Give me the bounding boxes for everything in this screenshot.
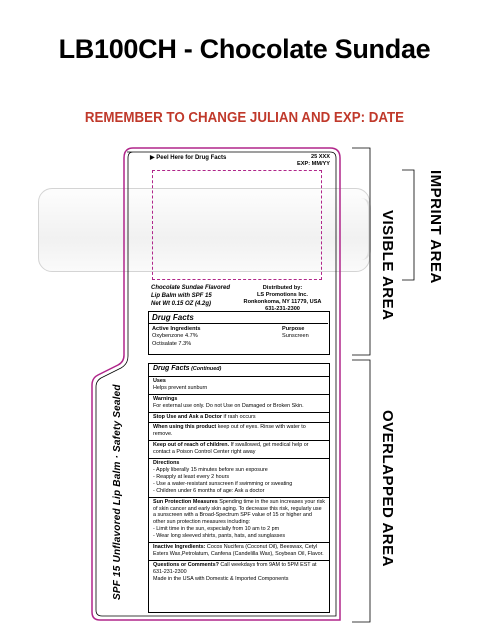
purpose: Purpose Sunscreen	[282, 326, 309, 340]
lot-code: 25 XXX	[311, 154, 330, 160]
lot-exp-code	[250, 154, 330, 168]
directions-section: Directions - Apply liberally 15 minutes before sun exposure - Reapply at least every 2 hours - Use a water-resistant sunscreen if swimming or sweating - Children under 6 months of age: Ask a doctor	[149, 459, 329, 498]
when-using-section: When using this product keep out of eyes. Rinse with water to remove.	[149, 423, 329, 441]
divider	[148, 323, 328, 324]
imprint-box	[152, 170, 322, 280]
inactive-ingredients-section: Inactive Ingredients: Cocos Nucifera (Coconut Oil), Beeswax, Cetyl Esters Wax,Petrolatum, Canfena (Candelilla Wax), Soybean Oil, Flavor.	[149, 543, 329, 561]
product-name: Chocolate Sundae Flavored Lip Balm with SPF 15 Net Wt 0.15 OZ (4.2g)	[151, 285, 231, 307]
keep-out-section: Keep out of reach of children. If swallowed, get medical help or contact a Poison Control Center right away	[149, 441, 329, 459]
drug-facts-title: Drug Facts	[152, 313, 194, 322]
peel-instruction: ▶ Peel Here for Drug Facts	[150, 155, 227, 161]
sun-protection-section: Sun Protection Measures Spending time in the sun increases your risk of skin cancer and early skin aging. To decrease this risk, regularly use a sunscreen with a Broad-Spectrum SPF value of 15 or higher and other sun protection measures including: - Limit time in the sun, especially from 10 am to 2 pm - Wear long sleeved shirts, pants, hats, and sunglasses	[149, 498, 329, 543]
stop-use-section: Stop Use and Ask a Doctor if rash occurs	[149, 413, 329, 424]
visible-area-label: VISIBLE AREA	[379, 210, 396, 321]
imprint-area-label: IMPRINT AREA	[427, 170, 444, 284]
exp-date: EXP: MM/YY	[297, 160, 330, 167]
peel-arrow-icon: ▶	[150, 155, 157, 161]
questions-section: Questions or Comments? Call weekdays from 9AM to 5PM EST at 631-231-2300 Made in the USA with Domestic & Imported Components	[153, 561, 317, 582]
active-ingredients: Active Ingredients Oxybenzone 4.7% Octisalate 7.3%	[152, 326, 201, 347]
page-title: LB100CH - Chocolate Sundae	[58, 34, 431, 64]
reminder-note: REMEMBER TO CHANGE JULIAN AND EXP: DATE	[84, 110, 405, 126]
df2-header: Drug Facts (Continued)	[149, 364, 329, 377]
drug-facts-continued	[148, 363, 330, 613]
overlapped-area-label: OVERLAPPED AREA	[379, 410, 396, 567]
distributor-info: Distributed by: LS Promotions Inc. Ronkonkoma, NY 11779, USA 631-231-2300	[243, 285, 322, 312]
uses-section: Uses Helps prevent sunburn	[149, 377, 329, 395]
side-panel-text: SPF 15 Unflavored Lip Balm · Safety Sealed	[112, 384, 123, 600]
warnings-section: Warnings For external use only. Do not Use on Damaged or Broken Skin.	[149, 395, 329, 413]
